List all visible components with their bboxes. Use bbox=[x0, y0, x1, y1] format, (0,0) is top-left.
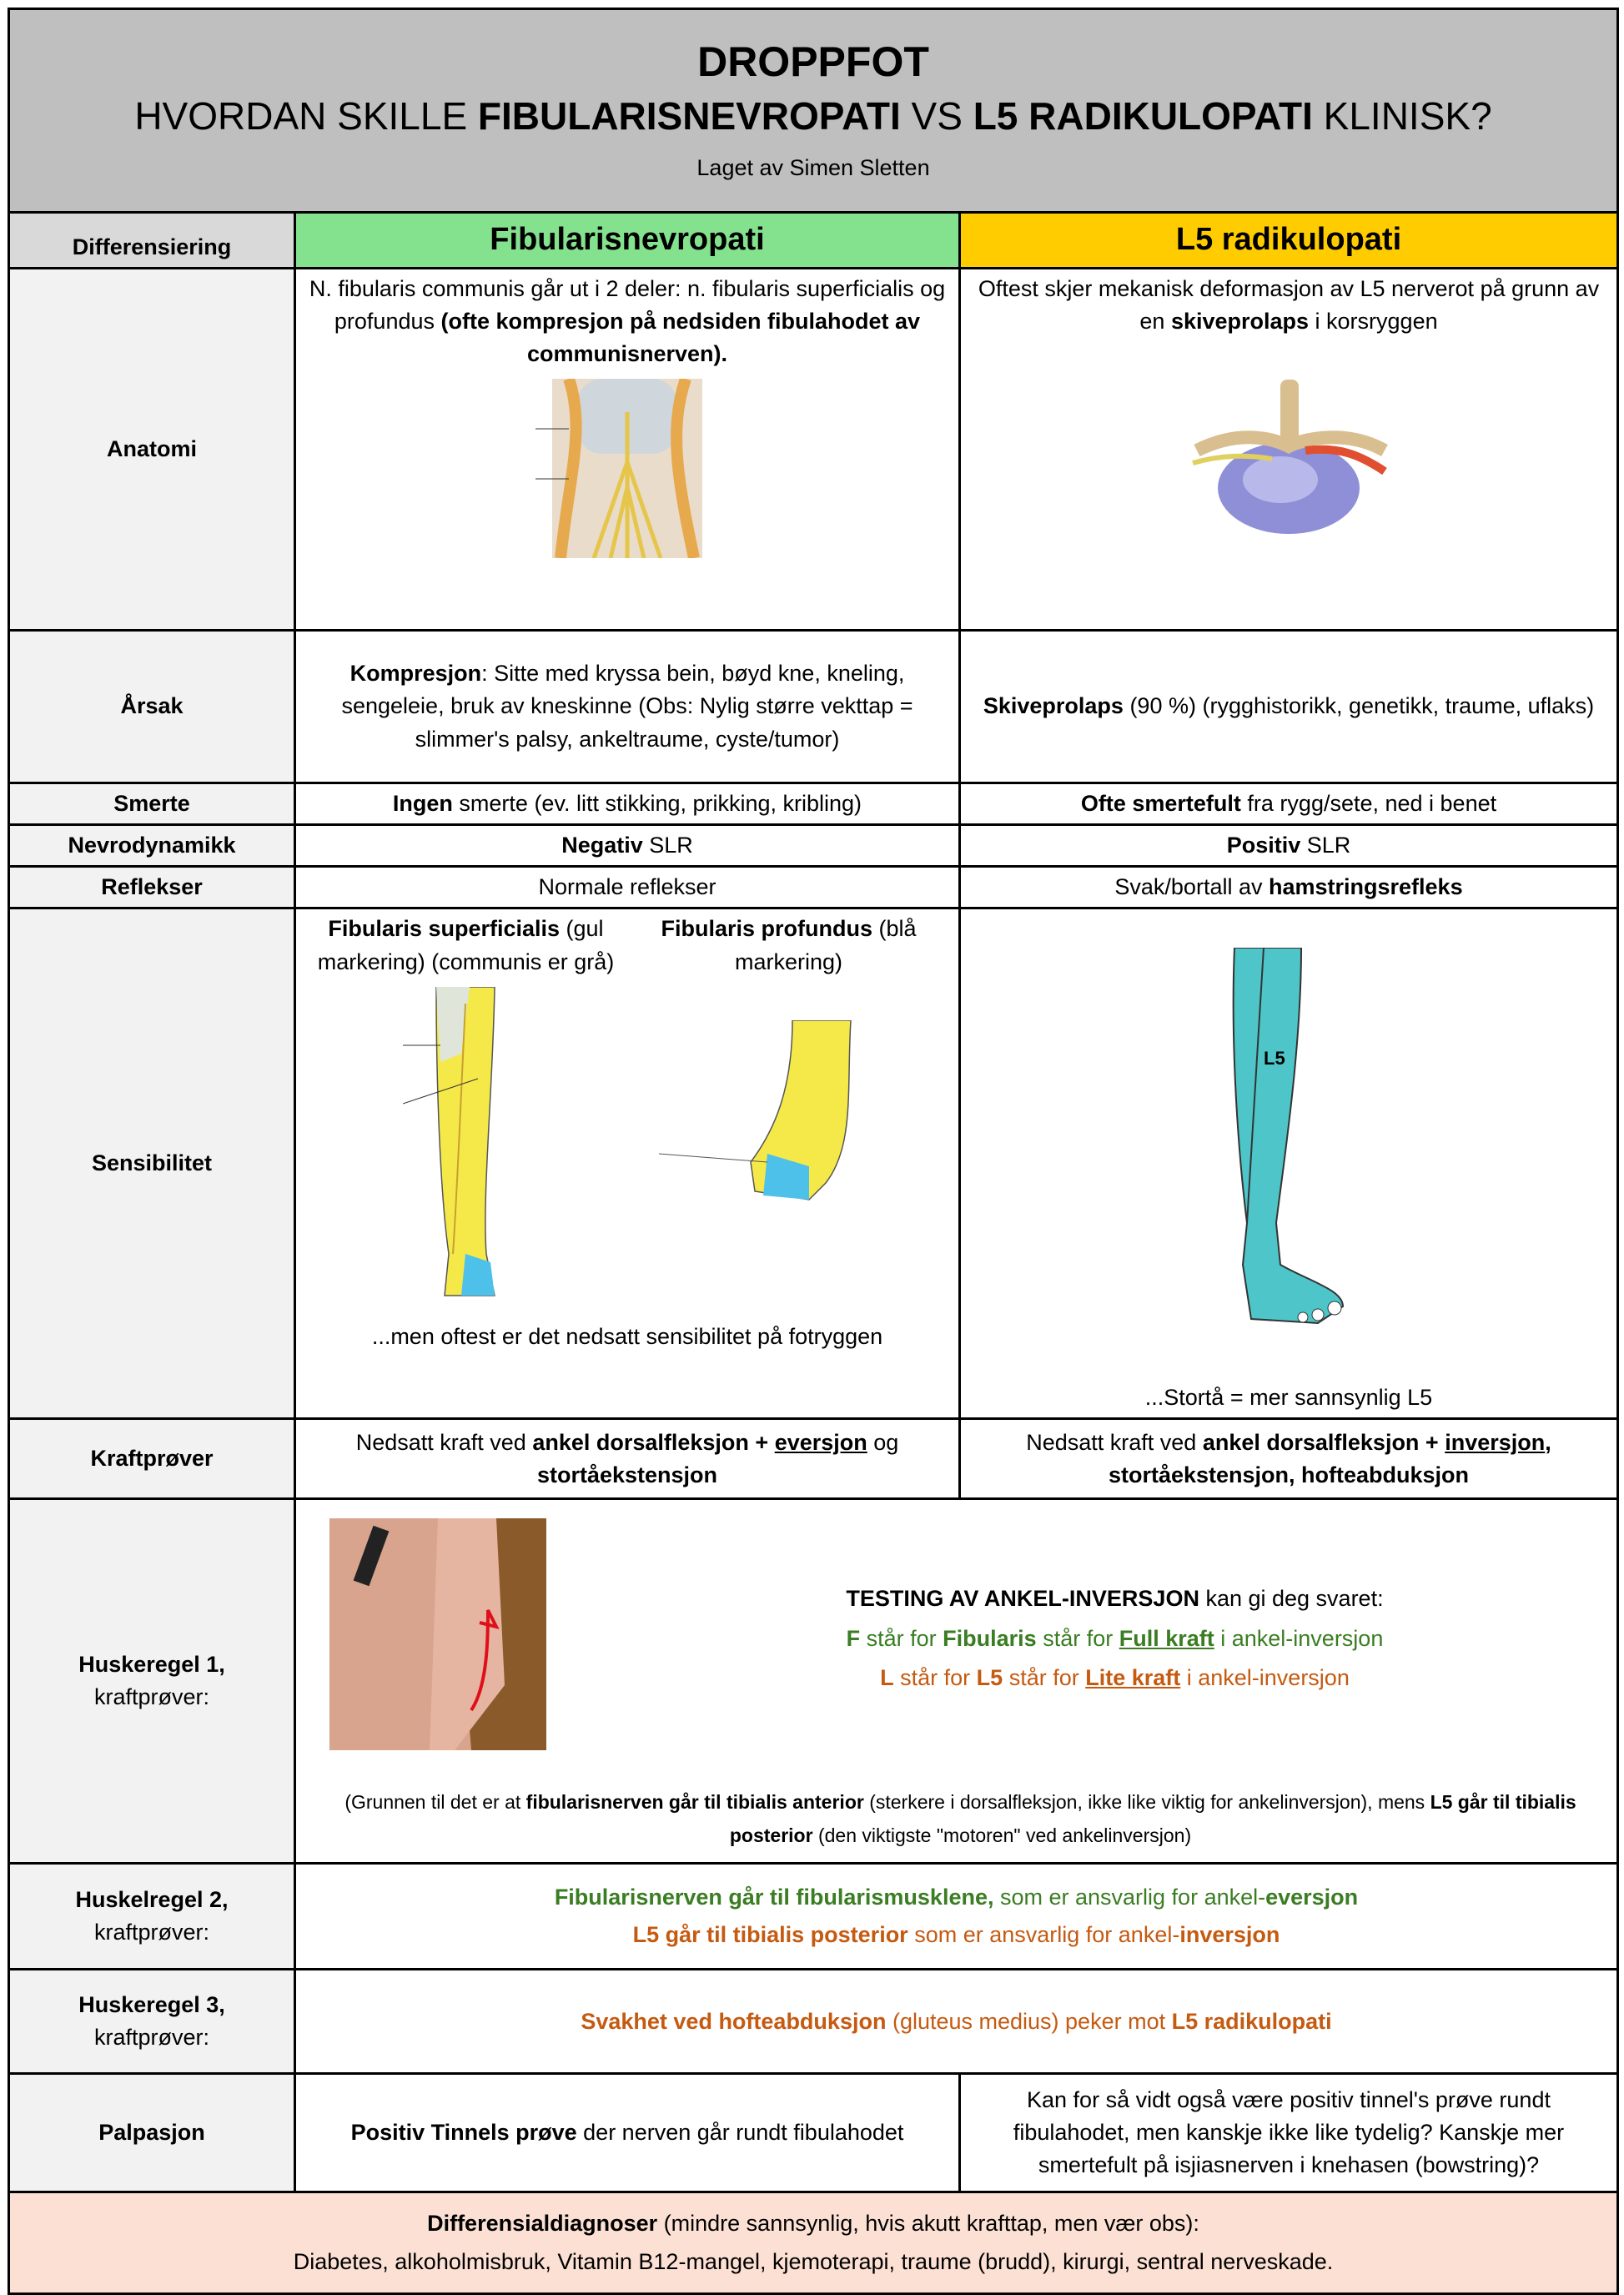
huskeregel2-content: Fibularisnerven går til fibularismusklene, som er ansvarlig for ankel-eversjon L5 går til tibialis posterior som er ansvarlig for ankel-inversjon bbox=[295, 1864, 1618, 1970]
anatomi-l5: Oftest skjer mekanisk deformasjon av L5 nerverot på grunn av en skiveprolaps i korsryggen bbox=[960, 269, 1618, 631]
huskeregel1-note: (Grunnen til det er at fibularisnerven går til tibialis anterior (sterkere i dorsalfleksjon, ikke like viktig for ankelinversjon), mens L5 går til tibialis posterior (den viktigste "motoren" ved ankelinversjon) bbox=[344, 1790, 1576, 1847]
arsak-l5: Skiveprolaps (90 %) (rygghistorikk, genetikk, traume, uflaks) bbox=[960, 631, 1618, 783]
row-huskeregel3 bbox=[9, 1970, 1618, 2074]
sensibilitet-l5 bbox=[960, 908, 1618, 1419]
column-header-l5: L5 radikulopati bbox=[960, 213, 1618, 269]
huskeregel1-fibularis: F står for Fibularis står for Full kraft i ankel-inversjon bbox=[846, 1625, 1384, 1651]
column-header-label: Differensiering bbox=[9, 213, 295, 269]
row-label: Reflekser bbox=[9, 867, 295, 908]
dermatome-label: L5 bbox=[1264, 1048, 1285, 1069]
ankle-inversion-test-photo bbox=[329, 1518, 546, 1750]
superficialis-column: Fibularis superficialis (gul markering) (communis er grå) bbox=[311, 913, 621, 1311]
smerte-l5: Ofte smertefult fra rygg/sete, ned i benet bbox=[960, 783, 1618, 825]
row-anatomi bbox=[9, 269, 1618, 631]
row-label: Anatomi bbox=[9, 269, 295, 631]
huskeregel1-content bbox=[295, 1499, 1618, 1864]
nevrodynamikk-fibularis: Negativ SLR bbox=[295, 825, 960, 867]
row-smerte bbox=[9, 783, 1618, 825]
huskeregel3-content: Svakhet ved hofteabduksjon (gluteus medius) peker mot L5 radikulopati bbox=[295, 1970, 1618, 2074]
droppfot-table bbox=[8, 8, 1619, 2295]
row-palpasjon bbox=[9, 2074, 1618, 2192]
huskeregel1-heading: TESTING AV ANKEL-INVERSJON kan gi deg svaret: bbox=[846, 1586, 1384, 1612]
reflekser-fibularis: Normale reflekser bbox=[295, 867, 960, 908]
row-sensibilitet bbox=[9, 908, 1618, 1419]
l5-dermatome-leg-image bbox=[1218, 948, 1360, 1331]
profundus-column: Fibularis profundus (blå markering) bbox=[634, 913, 944, 1311]
reflekser-l5: Svak/bortall av hamstringsrefleks bbox=[960, 867, 1618, 908]
row-label: Nevrodynamikk bbox=[9, 825, 295, 867]
row-reflekser bbox=[9, 867, 1618, 908]
kraftprover-fibularis: Nedsatt kraft ved ankel dorsalfleksjon + eversjon og stortåekstensjon bbox=[295, 1419, 960, 1499]
sensibilitet-note: ...men oftest er det nedsatt sensibilitet på fotryggen bbox=[371, 1323, 883, 1349]
title-block bbox=[9, 9, 1618, 213]
palpasjon-fibularis: Positiv Tinnels prøve der nerven går rundt fibulahodet bbox=[295, 2074, 960, 2192]
sensibilitet-l5-note: ...Stortå = mer sannsynlig L5 bbox=[1144, 1385, 1433, 1411]
differential-diagnoses: Differensialdiagnoser (mindre sannsynlig, hvis akutt krafttap, men vær obs): Diabetes, alkoholmisbruk, Vitamin B12-mangel, kjemoterapi, traume (brudd), kirurgi, sentral nerveskade. bbox=[9, 2192, 1618, 2294]
row-label: Palpasjon bbox=[9, 2074, 295, 2192]
page-title: DROPPFOT bbox=[697, 38, 929, 86]
disc-herniation-image bbox=[1180, 371, 1397, 538]
row-label: Huskeregel 3, kraftprøver: bbox=[9, 1970, 295, 2074]
row-label: Årsak bbox=[9, 631, 295, 783]
row-arsak bbox=[9, 631, 1618, 783]
palpasjon-l5: Kan for så vidt også være positiv tinnel's prøve rundt fibulahodet, men kanskje ikke like tydelig? Kanskje mer smertefult på isjiasnerven i knehasen (bowstring)? bbox=[960, 2074, 1618, 2192]
profundus-foot-image bbox=[659, 1020, 918, 1225]
row-label: Huskeregel 1, kraftprøver: bbox=[9, 1499, 295, 1864]
row-nevrodynamikk bbox=[9, 825, 1618, 867]
huskeregel1-l5: L står for L5 står for Lite kraft i ankel-inversjon bbox=[880, 1664, 1350, 1690]
row-label: Kraftprøver bbox=[9, 1419, 295, 1499]
row-kraftprover bbox=[9, 1419, 1618, 1499]
page-subtitle: HVORDAN SKILLE FIBULARISNEVROPATI VS L5 RADIKULOPATI KLINISK? bbox=[134, 94, 1492, 138]
sensibilitet-fibularis bbox=[295, 908, 960, 1419]
superficialis-leg-image bbox=[403, 987, 528, 1304]
row-label: Smerte bbox=[9, 783, 295, 825]
knee-nerve-anatomy-image bbox=[535, 379, 719, 558]
smerte-fibularis: Ingen smerte (ev. litt stikking, prikking, kribling) bbox=[295, 783, 960, 825]
column-header-fibularis: Fibularisnevropati bbox=[295, 213, 960, 269]
row-huskeregel2 bbox=[9, 1864, 1618, 1970]
nevrodynamikk-l5: Positiv SLR bbox=[960, 825, 1618, 867]
arsak-fibularis: Kompresjon: Sitte med kryssa bein, bøyd kne, kneling, sengeleie, bruk av kneskinne (Obs: Nylig større vekttap = slimmer's palsy, ankeltraume, cyste/tumor) bbox=[295, 631, 960, 783]
row-label: Sensibilitet bbox=[9, 908, 295, 1419]
author: Laget av Simen Sletten bbox=[696, 154, 930, 180]
kraftprover-l5: Nedsatt kraft ved ankel dorsalfleksjon + inversjon, stortåekstensjon, hofteabduksjon bbox=[960, 1419, 1618, 1499]
row-huskeregel1 bbox=[9, 1499, 1618, 1864]
row-label: Huskelregel 2, kraftprøver: bbox=[9, 1864, 295, 1970]
anatomi-fibularis: N. fibularis communis går ut i 2 deler: n. fibularis superficialis og profundus (ofte kompresjon på nedsiden fibulahodet av communisnerven). bbox=[295, 269, 960, 631]
